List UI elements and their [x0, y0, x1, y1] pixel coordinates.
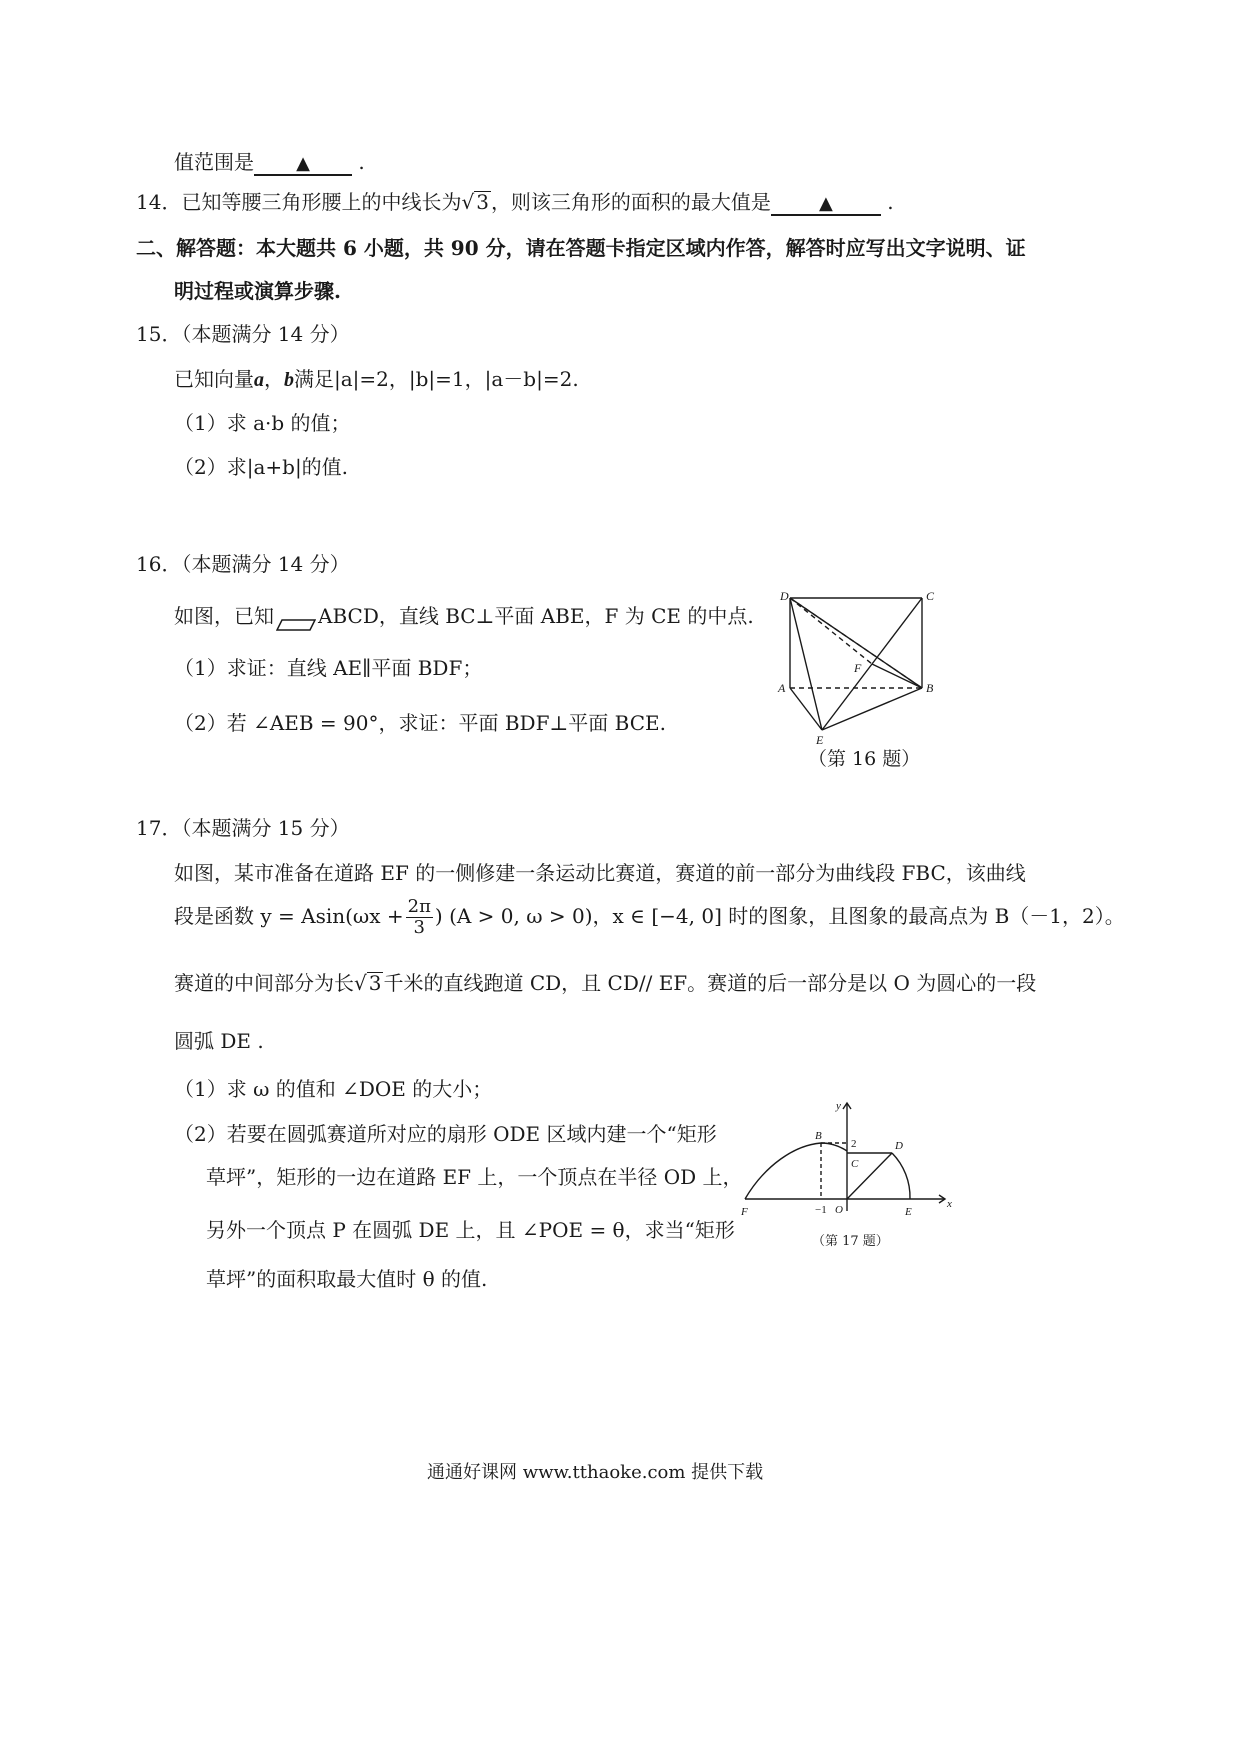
q14-line: 14．已知等腰三角形腰上的中线长为√ 3 ，则该三角形的面积的最大值是 ▲ .	[136, 190, 894, 214]
q17-heading: 17．（本题满分 15 分）	[136, 816, 350, 840]
q17-line4: 圆弧 DE .	[174, 1029, 264, 1053]
q17-figure	[735, 1095, 960, 1220]
label-C: C	[926, 589, 935, 603]
q17-line2-a: 段是函数 y = Asin(ωx +	[174, 904, 404, 928]
axis-label-y: y	[836, 1100, 841, 1112]
q14-radicand: 3	[476, 190, 489, 214]
q16-figure	[770, 580, 950, 755]
q14-number: 14．	[136, 190, 182, 214]
q16-stem-b: ABCD，直线 BC⊥平面 ABE，F 为 CE 的中点.	[318, 604, 754, 628]
q16-caption: （第 16 题）	[808, 748, 921, 770]
q16-part2: （2）若 ∠AEB = 90°，求证：平面 BDF⊥平面 BCE.	[174, 711, 666, 735]
frac-numerator: 2π	[407, 896, 431, 917]
label-F: F	[741, 1206, 748, 1218]
q14-text: 已知等腰三角形腰上的中线长为	[181, 190, 462, 214]
frac-denominator: 3	[413, 917, 425, 938]
vector-b: b	[284, 369, 294, 391]
q13-answer-blank: ▲	[254, 154, 352, 176]
q14-answer-blank: ▲	[771, 194, 881, 216]
q17-part1: （1）求 ω 的值和 ∠DOE 的大小；	[174, 1077, 493, 1101]
q17-part2-line1: （2）若要在圆弧赛道所对应的扇形 ODE 区域内建一个“矩形	[174, 1122, 717, 1146]
page-footer: 通通好课网 www.tthaoke.com 提供下载	[427, 1462, 764, 1483]
sqrt-symbol: √ 3	[354, 971, 382, 995]
label-E: E	[816, 733, 824, 747]
label-O: O	[835, 1204, 843, 1216]
q15-stem-a: 已知向量	[174, 367, 254, 391]
label-minus1: −1	[815, 1204, 827, 1216]
label-B: B	[815, 1130, 822, 1142]
q16-stem-a: 如图，已知	[174, 604, 274, 628]
label-B: B	[926, 681, 934, 695]
q17-part2-line2: 草坪”，矩形的一边在道路 EF 上，一个顶点在半径 OD 上，	[206, 1165, 743, 1189]
q15-stem-comma: ，	[264, 367, 284, 391]
q16-heading: 16．（本题满分 14 分）	[136, 552, 350, 576]
q15-part2: （2）求|a+b|的值.	[174, 455, 349, 479]
q17-line2	[174, 895, 1125, 938]
fraction-2pi-3	[406, 897, 433, 938]
q17-line3-a: 赛道的中间部分为长	[174, 971, 354, 995]
q13-text: 值范围是	[174, 150, 254, 174]
q17-line3-b: 千米的直线跑道 CD，且 CD// EF。赛道的后一部分是以 O 为圆心的一段	[383, 971, 1037, 995]
q15-heading: 15．（本题满分 14 分）	[136, 322, 350, 346]
q17-radicand: 3	[368, 971, 382, 995]
q17-caption: （第 17 题）	[812, 1234, 889, 1249]
q13-line: 值范围是 ▲ .	[174, 150, 365, 174]
vector-a: a	[254, 369, 264, 391]
q14-text-2: ，则该三角形的面积的最大值是	[490, 190, 771, 214]
sqrt-symbol: √ 3	[461, 190, 489, 214]
q15-part1: （1）求 a·b 的值；	[174, 411, 351, 435]
q17-part2-line4: 草坪”的面积取最大值时 θ 的值.	[206, 1267, 488, 1291]
label-2: 2	[851, 1138, 857, 1150]
section2-heading-cont: 明过程或演算步骤.	[174, 279, 341, 303]
label-D: D	[780, 589, 789, 603]
label-C: C	[851, 1158, 859, 1170]
label-D: D	[895, 1140, 903, 1152]
parallelogram-icon	[276, 612, 316, 624]
q17-line1: 如图，某市准备在道路 EF 的一侧修建一条运动比赛道，赛道的前一部分为曲线段 FBC，该曲线	[174, 861, 1026, 885]
axis-label-x: x	[947, 1198, 952, 1210]
q15-stem-cond: 满足|a|=2，|b|=1，|a－b|=2.	[294, 367, 579, 391]
q16-part1: （1）求证：直线 AE∥平面 BDF；	[174, 656, 483, 680]
label-E: E	[905, 1206, 912, 1218]
label-A: A	[778, 681, 786, 695]
q17-line2-b: ) (A > 0, ω > 0)，x ∈ [−4, 0] 时的图象，且图象的最高点为 B（－1，2）。	[434, 904, 1125, 928]
q16-stem	[174, 600, 754, 629]
q17-line3	[174, 967, 1036, 996]
label-F: F	[854, 661, 862, 675]
q17-part2-line3: 另外一个顶点 P 在圆弧 DE 上，且 ∠POE = θ，求当“矩形	[206, 1218, 735, 1242]
q15-stem	[174, 363, 579, 392]
section2-heading: 二、解答题：本大题共 6 小题，共 90 分，请在答题卡指定区域内作答，解答时应写出文字说明、证	[136, 236, 1026, 260]
